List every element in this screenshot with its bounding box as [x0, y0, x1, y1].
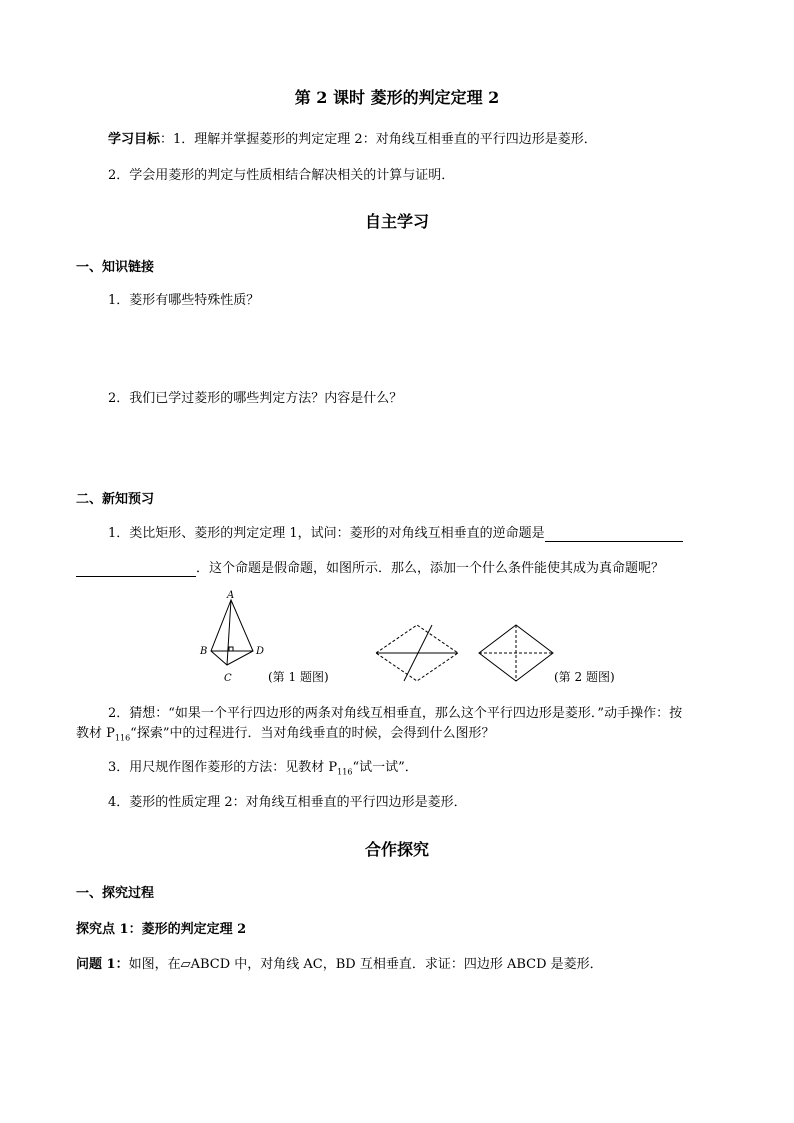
- explore-point-1: 探究点 1：菱形的判定定理 2: [76, 922, 247, 937]
- label-b: B: [200, 646, 208, 657]
- question-1-2: 2．我们已学过菱形的哪些判定方法？内容是什么？: [108, 391, 403, 406]
- objectives-item-2: 2．学会用菱形的判定与性质相结合解决相关的计算与证明．: [108, 168, 455, 183]
- figure-1-caption: (第 1 题图): [268, 670, 329, 684]
- knowledge-link-heading: 一、知识链接: [76, 260, 155, 275]
- question-2-2-line-1: 2．猜想：“如果一个平行四边形的两条对角线互相垂直，那么这个平行四边形是菱形．”动手操作：按: [108, 706, 683, 721]
- q3-pre: 3．用尺规作图作菱形的方法：见教材 P: [108, 760, 338, 775]
- coop-heading: 合作探究: [364, 840, 429, 859]
- problem-1-text: 如图，在▱ABCD 中，对角线 AC，BD 互相垂直．求证：四边形 ABCD 是菱形．: [128, 957, 603, 972]
- kite-figure: [196, 588, 276, 688]
- problem-1-label: 问题 1：: [76, 957, 129, 972]
- question-2-4: 4．菱形的性质定理 2：对角线互相垂直的平行四边形是菱形．: [108, 795, 467, 810]
- question-2-1-text-b: ．这个命题是假命题，如图所示．那么，添加一个什么条件能使其成为真命题呢？: [196, 561, 665, 576]
- label-d: D: [256, 646, 265, 657]
- self-study-heading: 自主学习: [364, 212, 429, 231]
- question-1-1: 1．菱形有哪些特殊性质？: [108, 293, 260, 308]
- problem-1: [76, 957, 603, 973]
- figure-2-caption: (第 2 题图): [554, 670, 615, 684]
- answer-blank-1[interactable]: [545, 527, 683, 542]
- explore-process-heading: 一、探究过程: [76, 886, 155, 901]
- q3-post: “试一试”．: [352, 760, 418, 775]
- q2-line2-pre: 教材 P: [76, 726, 115, 741]
- right-angle-mark: [229, 647, 233, 651]
- page-title: 第 2 课时 菱形的判定定理 2: [294, 88, 500, 107]
- kite-outline: [211, 600, 253, 665]
- answer-blank-2[interactable]: [76, 562, 196, 577]
- objectives-line-1: [108, 132, 597, 148]
- question-2-1-line-2: [76, 561, 664, 577]
- q2-line2-sub: 116: [114, 733, 131, 743]
- q3-sub: 116: [337, 767, 353, 777]
- q2-line2-post: “探索”中的过程进行．当对角线垂直的时候，会得到什么图形？: [130, 726, 495, 741]
- label-c: C: [224, 673, 232, 684]
- question-2-3: [108, 760, 418, 777]
- rhombus-figure-2: [476, 622, 556, 686]
- objectives-item-1: 1．理解并掌握菱形的判定定理 2：对角线互相垂直的平行四边形是菱形．: [173, 132, 597, 147]
- question-2-1-text-a: 1．类比矩形、菱形的判定定理 1，试问：菱形的对角线互相垂直的逆命题是: [108, 526, 545, 541]
- preview-heading: 二、新知预习: [76, 492, 155, 507]
- question-2-1-line-1: [108, 526, 683, 542]
- objectives-sep: ：: [160, 132, 174, 147]
- rhombus-figure-1: [372, 620, 462, 686]
- objectives-label: 学习目标: [108, 132, 161, 147]
- label-a: A: [227, 590, 235, 601]
- question-2-2-line-2: [76, 726, 494, 743]
